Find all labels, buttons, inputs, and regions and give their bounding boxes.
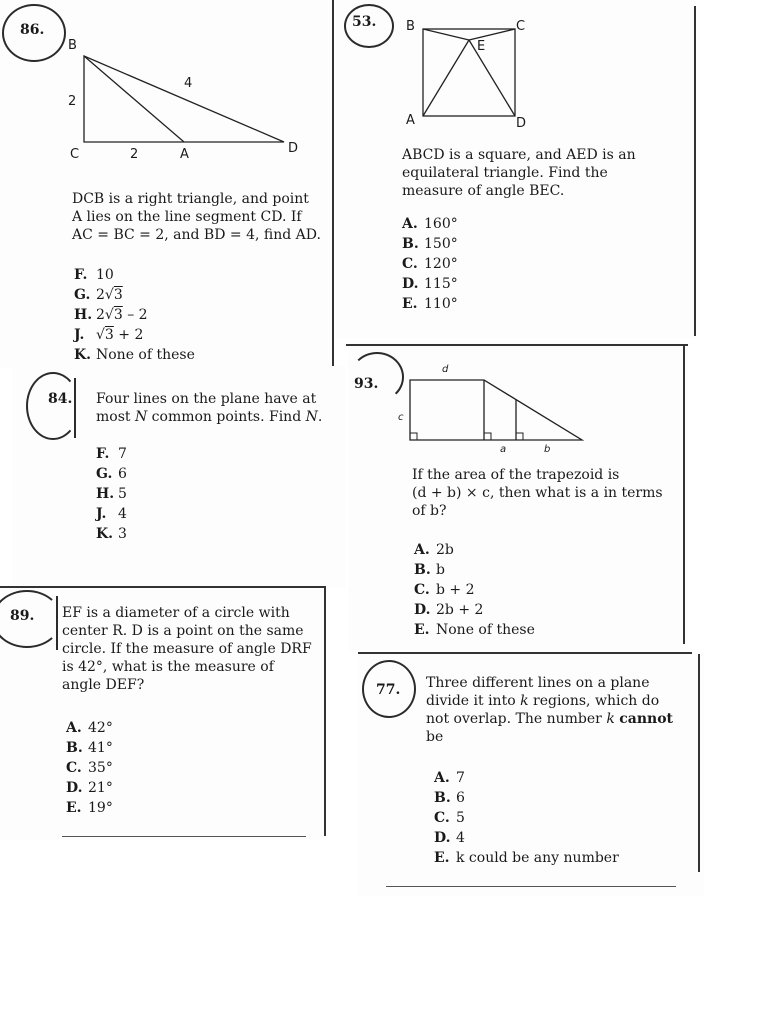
card-border — [683, 344, 685, 644]
side-label-ca: 2 — [130, 147, 139, 162]
card-border — [324, 586, 326, 836]
card-border — [698, 654, 700, 872]
answer-choice[interactable]: E. 110° — [402, 296, 458, 312]
vertex-label-b: B — [68, 38, 77, 53]
card-border — [358, 652, 692, 654]
problem-89-card — [0, 586, 326, 840]
segment-label-a: a — [500, 444, 507, 455]
card-bottom-rule — [62, 836, 306, 837]
answer-choice[interactable]: J. 4 — [96, 506, 127, 522]
answer-choice[interactable]: K. 3 — [96, 526, 127, 542]
answer-choice[interactable]: B. b — [414, 562, 445, 578]
answer-choice[interactable]: A. 160° — [402, 216, 458, 232]
answer-choices — [74, 265, 195, 365]
answer-choice[interactable]: B. 150° — [402, 236, 458, 252]
answer-choice[interactable]: D. 2b + 2 — [414, 602, 484, 618]
card-border — [0, 586, 326, 588]
answer-choice[interactable]: G. 6 — [96, 466, 127, 482]
answer-choice[interactable]: E. 19° — [66, 800, 113, 816]
answer-choice[interactable]: H. 2√3 – 2 — [74, 307, 148, 323]
question-text: ABCD is a square, and AED is an equilateral triangle. Find the measure of angle BEC. — [402, 147, 636, 199]
vertex-label-c: C — [70, 147, 80, 162]
answer-choice[interactable]: D. 115° — [402, 276, 458, 292]
question-number: 89. — [10, 608, 35, 624]
answer-choice[interactable]: F. 10 — [74, 267, 114, 283]
question-text: EF is a diameter of a circle with center R. D is a point on the same circle. If the measure of angle DRF is 42°, what is the measure of angle DEF? — [62, 605, 312, 693]
vertex-label-a: A — [406, 113, 415, 128]
answer-choice[interactable]: H. 5 — [96, 486, 127, 502]
answer-choice[interactable]: J. √3 + 2 — [74, 327, 144, 343]
question-number-divider — [56, 596, 58, 650]
right-triangle-diagram — [0, 0, 334, 170]
question-text: DCB is a right triangle, and point A lies on the line segment CD. If AC = BC = 2, and BD = 4, find AD. — [72, 191, 321, 243]
problem-84-card — [12, 366, 346, 588]
question-number: 84. — [48, 391, 73, 407]
question-number: 53. — [352, 14, 377, 30]
question-number: 93. — [354, 376, 379, 392]
answer-choice[interactable]: G. 2√3 — [74, 287, 123, 303]
answer-choice[interactable]: C. 35° — [66, 760, 113, 776]
answer-choices — [96, 444, 127, 544]
answer-choice[interactable]: B. 6 — [434, 790, 465, 806]
problem-93-card — [348, 344, 688, 650]
answer-choices — [66, 718, 113, 818]
answer-choices — [434, 768, 619, 868]
answer-choice[interactable]: B. 41° — [66, 740, 113, 756]
side-label-bc: 2 — [68, 94, 77, 109]
problem-77-card — [358, 652, 704, 896]
question-number-divider — [74, 378, 76, 438]
question-text: Four lines on the plane have at most N common points. Find N. — [96, 391, 323, 425]
answer-choice[interactable]: C. 5 — [434, 810, 465, 826]
vertex-label-a: A — [180, 147, 189, 162]
side-label-bd: 4 — [184, 76, 193, 91]
problem-86-card — [0, 0, 334, 368]
answer-choice[interactable]: K. None of these — [74, 347, 195, 363]
vertex-label-e: E — [477, 39, 486, 54]
problem-53-card — [336, 0, 696, 338]
side-label-c: c — [398, 412, 404, 423]
answer-choice[interactable]: D. 4 — [434, 830, 465, 846]
answer-choice[interactable]: D. 21° — [66, 780, 113, 796]
question-text: If the area of the trapezoid is (d + b) × c, then what is a in terms of b? — [412, 467, 663, 519]
answer-choice[interactable]: A. 7 — [434, 770, 465, 786]
answer-choice[interactable]: A. 42° — [66, 720, 113, 736]
answer-choices — [402, 214, 458, 314]
vertex-label-d: D — [516, 116, 527, 131]
answer-choice[interactable]: A. 2b — [414, 542, 454, 558]
vertex-label-c: C — [516, 19, 526, 34]
answer-choice[interactable]: C. 120° — [402, 256, 458, 272]
segment-label-b: b — [544, 444, 551, 455]
vertex-label-d: D — [288, 141, 299, 156]
answer-choices — [414, 540, 535, 640]
answer-choice[interactable]: E. k could be any number — [434, 850, 619, 866]
question-number: 77. — [376, 682, 401, 698]
question-number: 86. — [20, 22, 45, 38]
card-border — [694, 6, 696, 336]
side-label-d: d — [442, 364, 449, 375]
question-text: Three different lines on a plane divide it into k regions, which do not overlap. The number k cannot be — [426, 675, 674, 745]
answer-choice[interactable]: C. b + 2 — [414, 582, 475, 598]
card-border — [332, 0, 334, 366]
answer-choice[interactable]: F. 7 — [96, 446, 127, 462]
card-border — [346, 344, 688, 346]
answer-choice[interactable]: E. None of these — [414, 622, 535, 638]
card-bottom-rule — [386, 886, 676, 887]
vertex-label-b: B — [406, 19, 415, 34]
trapezoid-diagram — [348, 344, 688, 464]
